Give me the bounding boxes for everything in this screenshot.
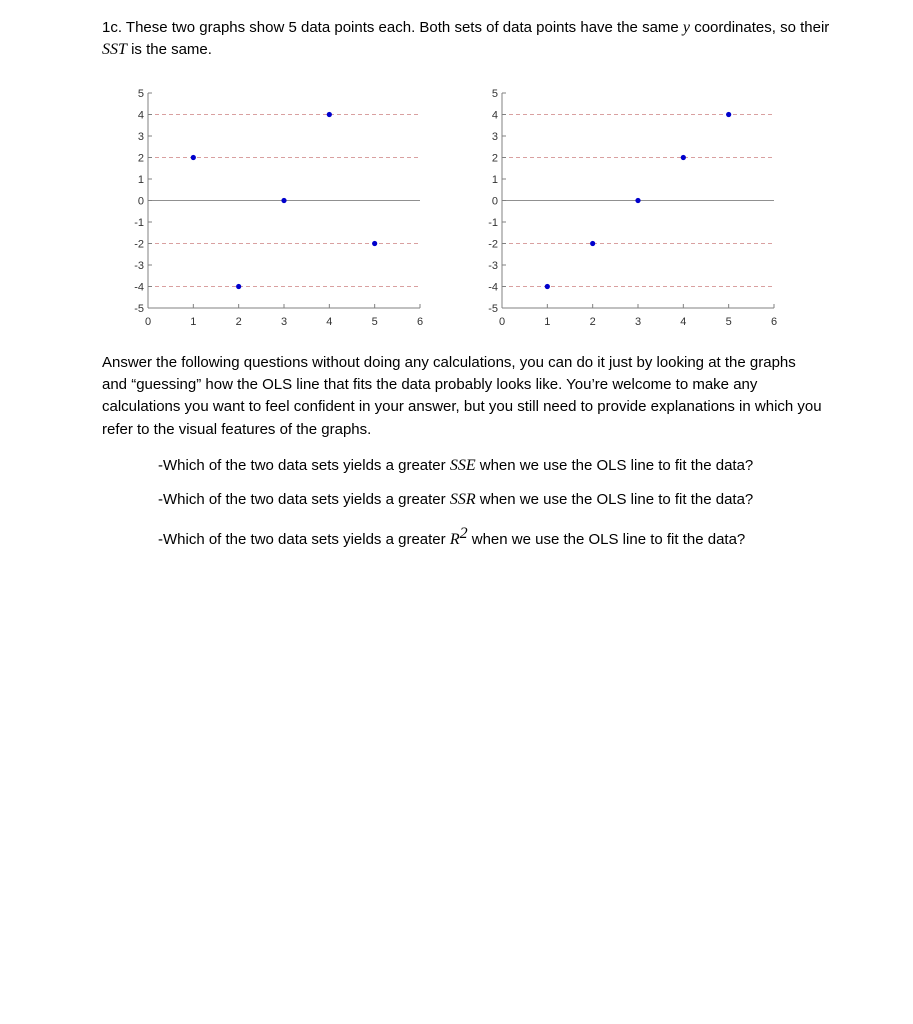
- x-tick-label: 3: [280, 316, 288, 328]
- r-squared-exponent: 2: [459, 525, 468, 542]
- x-tick-label: 0: [498, 316, 506, 328]
- question-r-squared: [158, 523, 745, 551]
- y-tick-label: 5: [491, 88, 498, 100]
- x-tick-label: 0: [144, 316, 152, 328]
- question-ssr: [158, 489, 753, 511]
- x-tick-label: 2: [235, 316, 242, 328]
- y-tick-label: 3: [491, 131, 498, 143]
- answer-instructions: Answer the following questions without doing any calculations, you can do it just by looking at the graphs and “guessing” how the OLS line that fits the data probably looks like. You’re welcome to make any calculations you want to feel confident in your answer, but you still need to provide explanations in which you refer to the visual features of the graphs.: [102, 354, 822, 438]
- ssr-symbol: SSR: [449, 491, 476, 508]
- question-text-end: when we use the OLS line to fit the data?: [475, 491, 754, 508]
- y-tick-label: -5: [488, 303, 498, 315]
- x-tick-label: 4: [326, 316, 333, 328]
- y-tick-label: -2: [134, 238, 144, 251]
- y-tick-label: -3: [134, 260, 144, 272]
- data-point: [681, 155, 686, 160]
- data-point: [635, 198, 640, 203]
- data-point: [191, 155, 196, 160]
- y-tick-label: -5: [134, 303, 144, 315]
- question-text-start: -Which of the two data sets yields a greater: [158, 491, 450, 508]
- y-tick-label: 5: [137, 88, 144, 100]
- question-text-end: when we use the OLS line to fit the data?: [467, 531, 746, 548]
- data-point: [726, 112, 731, 117]
- intro-paragraph: [102, 17, 832, 61]
- x-tick-label: 3: [634, 316, 642, 328]
- y-tick-label: -4: [134, 281, 144, 294]
- y-tick-label: 3: [137, 131, 144, 143]
- r-symbol: R: [449, 531, 460, 548]
- data-point: [236, 284, 241, 289]
- scatter-plot-left: [118, 82, 438, 337]
- y-tick-label: 0: [491, 195, 498, 208]
- y-tick-label: 2: [137, 152, 144, 165]
- y-tick-label: -4: [488, 281, 498, 294]
- y-tick-label: 0: [137, 195, 144, 208]
- y-tick-label: 1: [491, 174, 498, 186]
- x-tick-label: 2: [589, 316, 596, 328]
- sst-symbol: SST: [102, 41, 127, 58]
- data-point: [372, 241, 377, 246]
- y-tick-label: -2: [488, 238, 498, 251]
- x-tick-label: 5: [725, 316, 732, 328]
- intro-text-mid: coordinates, so their: [690, 19, 830, 36]
- data-point: [545, 284, 550, 289]
- y-tick-label: -1: [134, 217, 144, 229]
- y-tick-label: 2: [491, 152, 498, 165]
- question-text-end: when we use the OLS line to fit the data?: [475, 457, 754, 474]
- data-point: [327, 112, 332, 117]
- y-tick-label: -3: [488, 260, 498, 272]
- x-tick-label: 4: [680, 316, 687, 328]
- data-point: [281, 198, 286, 203]
- x-tick-label: 1: [190, 316, 197, 328]
- x-tick-label: 1: [544, 316, 551, 328]
- y-symbol: y: [682, 19, 691, 36]
- x-tick-label: 6: [770, 316, 778, 328]
- y-tick-label: 4: [137, 109, 144, 122]
- question-text-start: -Which of the two data sets yields a greater: [158, 531, 450, 548]
- y-tick-label: 1: [137, 174, 144, 186]
- intro-text-start: 1c. These two graphs show 5 data points each. Both sets of data points have the same: [102, 19, 683, 36]
- y-tick-label: -1: [488, 217, 498, 229]
- question-text-start: -Which of the two data sets yields a greater: [158, 457, 450, 474]
- data-point: [590, 241, 595, 246]
- question-sse: [158, 455, 753, 477]
- sse-symbol: SSE: [449, 457, 476, 474]
- y-tick-label: 4: [491, 109, 498, 122]
- intro-text-end: is the same.: [126, 41, 212, 58]
- x-tick-label: 6: [416, 316, 424, 328]
- scatter-plot-right: [472, 82, 792, 337]
- x-tick-label: 5: [371, 316, 378, 328]
